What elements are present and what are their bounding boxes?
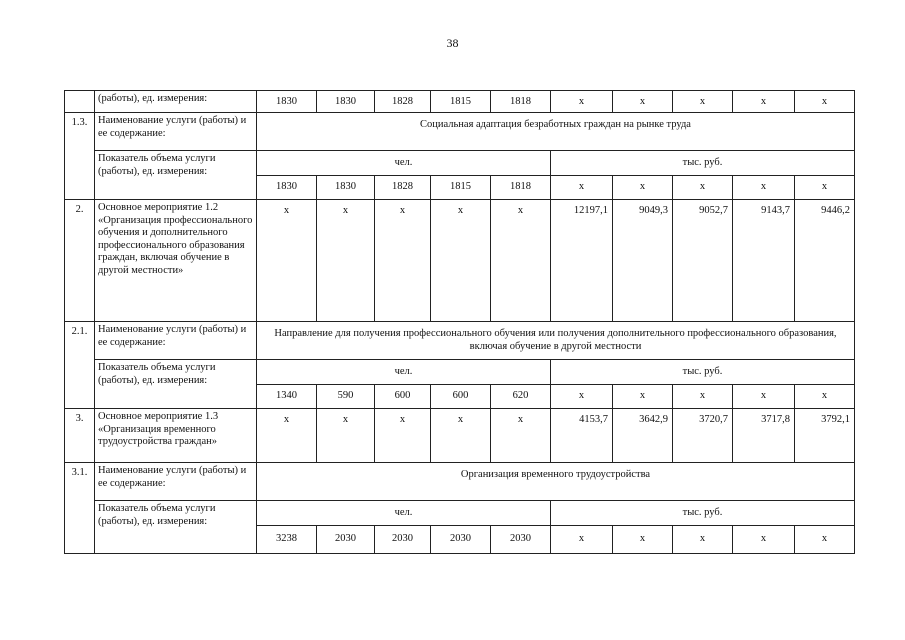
value-cell: 620 [491, 385, 551, 409]
unit-persons: чел. [257, 151, 551, 176]
value-cell: x [733, 385, 795, 409]
program-table [64, 90, 855, 554]
value-cell: x [375, 409, 431, 463]
value-cell: 3720,7 [673, 409, 733, 463]
volume-label: Показатель объема услуги (работы), ед. измерения: [95, 501, 257, 554]
value-cell: x [613, 176, 673, 200]
value-cell: 1830 [257, 91, 317, 113]
unit-persons: чел. [257, 360, 551, 385]
table-row [65, 360, 855, 385]
value-cell: x [317, 200, 375, 322]
value-cell: x [257, 409, 317, 463]
volume-label: Показатель объема услуги (работы), ед. измерения: [95, 151, 257, 200]
value-cell: x [613, 385, 673, 409]
value-cell: x [551, 176, 613, 200]
row-number: 2.1. [65, 322, 95, 409]
row-number: 1.3. [65, 113, 95, 200]
value-cell: 2030 [375, 526, 431, 554]
value-cell: x [795, 385, 855, 409]
value-cell: x [257, 200, 317, 322]
table-row [65, 113, 855, 151]
service-name-label: Наименование услуги (работы) и ее содержание: [95, 113, 257, 151]
value-cell: x [551, 91, 613, 113]
value-cell: 3238 [257, 526, 317, 554]
value-cell: x [431, 200, 491, 322]
table-row [65, 322, 855, 360]
table-row [65, 409, 855, 463]
table-row [65, 463, 855, 501]
value-cell: 600 [431, 385, 491, 409]
value-cell: 1828 [375, 176, 431, 200]
service-content: Направление для получения профессионального обучения или получения дополнительного профессионального образования, включая обучение в другой местности [257, 322, 855, 360]
value-cell: 2030 [431, 526, 491, 554]
value-cell: x [733, 91, 795, 113]
value-cell: 1340 [257, 385, 317, 409]
value-cell: 9049,3 [613, 200, 673, 322]
value-cell: x [317, 409, 375, 463]
unit-thousand-rub: тыс. руб. [551, 360, 855, 385]
value-cell: x [673, 176, 733, 200]
value-cell: 1828 [375, 91, 431, 113]
row-number: 3. [65, 409, 95, 463]
table-row [65, 151, 855, 176]
activity-label: Основное мероприятие 1.2 «Организация профессионального обучения и дополнительного профессионального образования граждан, включая обучение в другой местности» [95, 200, 257, 322]
table-row [65, 501, 855, 526]
value-cell: x [795, 526, 855, 554]
value-cell: 9143,7 [733, 200, 795, 322]
row-label: (работы), ед. измерения: [95, 91, 257, 113]
value-cell: x [491, 200, 551, 322]
table-row [65, 91, 855, 113]
value-cell: 1818 [491, 91, 551, 113]
value-cell: x [613, 526, 673, 554]
value-cell: x [613, 91, 673, 113]
value-cell: 9446,2 [795, 200, 855, 322]
value-cell: x [733, 526, 795, 554]
value-cell: x [795, 176, 855, 200]
value-cell: x [733, 176, 795, 200]
value-cell: x [551, 526, 613, 554]
value-cell: x [795, 91, 855, 113]
value-cell: 1818 [491, 176, 551, 200]
unit-persons: чел. [257, 501, 551, 526]
value-cell: 1815 [431, 176, 491, 200]
row-number-cell [65, 91, 95, 113]
value-cell: x [673, 91, 733, 113]
volume-label: Показатель объема услуги (работы), ед. измерения: [95, 360, 257, 409]
value-cell: 1830 [317, 176, 375, 200]
value-cell: x [375, 200, 431, 322]
value-cell: 9052,7 [673, 200, 733, 322]
value-cell: x [673, 526, 733, 554]
value-cell: 3642,9 [613, 409, 673, 463]
table-row [65, 200, 855, 322]
row-number: 2. [65, 200, 95, 322]
value-cell: 3717,8 [733, 409, 795, 463]
value-cell: 2030 [317, 526, 375, 554]
value-cell: 2030 [491, 526, 551, 554]
unit-thousand-rub: тыс. руб. [551, 151, 855, 176]
row-number: 3.1. [65, 463, 95, 554]
value-cell: 1830 [257, 176, 317, 200]
value-cell: x [491, 409, 551, 463]
value-cell: x [673, 385, 733, 409]
value-cell: 600 [375, 385, 431, 409]
value-cell: x [551, 385, 613, 409]
value-cell: 590 [317, 385, 375, 409]
page-number: 38 [446, 36, 459, 50]
value-cell: 12197,1 [551, 200, 613, 322]
value-cell: 1830 [317, 91, 375, 113]
value-cell: 3792,1 [795, 409, 855, 463]
activity-label: Основное мероприятие 1.3 «Организация временного трудоустройства граждан» [95, 409, 257, 463]
service-content: Социальная адаптация безработных граждан на рынке труда [257, 113, 855, 151]
value-cell: 1815 [431, 91, 491, 113]
value-cell: 4153,7 [551, 409, 613, 463]
unit-thousand-rub: тыс. руб. [551, 501, 855, 526]
service-content: Организация временного трудоустройства [257, 463, 855, 501]
service-name-label: Наименование услуги (работы) и ее содержание: [95, 322, 257, 360]
value-cell: x [431, 409, 491, 463]
service-name-label: Наименование услуги (работы) и ее содержание: [95, 463, 257, 501]
